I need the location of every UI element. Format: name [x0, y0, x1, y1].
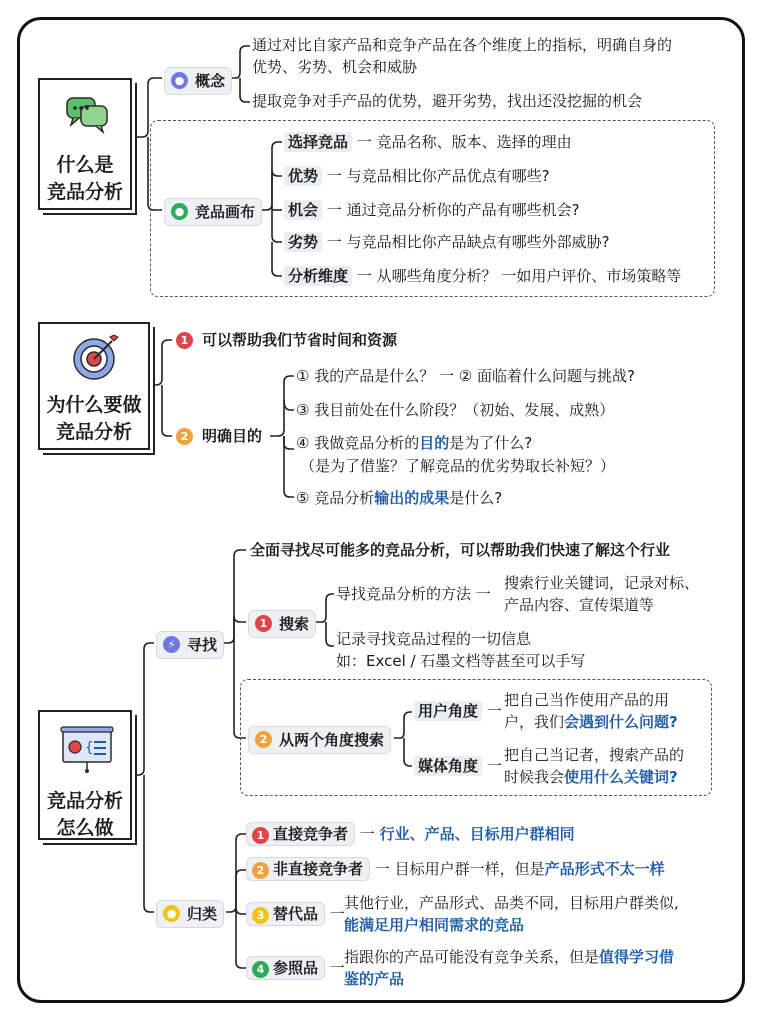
svg-text:{: { — [85, 740, 94, 756]
classify-item-3-text: 指跟你的产品可能没有竞争关系，但是值得学习借 — [344, 948, 675, 966]
classify-node — [156, 900, 224, 928]
user-angle: 用户角度 一 — [414, 700, 502, 722]
portrait-item: 机会 一 通过竞品分析你的产品有哪些机会? — [284, 199, 580, 221]
find-label: 寻找 — [187, 636, 218, 654]
lightning-icon: ⚡ — [163, 636, 180, 653]
number-2-icon: 2 — [255, 731, 272, 748]
user-angle-t1: 把自己当作使用产品的用 — [504, 691, 670, 709]
classify-item-2-blue: 能满足用户相同需求的竞品 — [344, 916, 525, 934]
number-2-icon: 2 — [252, 862, 269, 879]
find-headline: 全面寻找尽可能多的竞品分析，可以帮助我们快速了解这个行业 — [250, 541, 671, 559]
section3-card — [38, 710, 132, 840]
user-angle-t2: 户，我们会遇到什么问题? — [504, 713, 678, 731]
classify-item: 1 直接竞争者 一 行业、产品、目标用户群相同 — [246, 823, 575, 845]
point2-node: 2 明确目的 — [174, 425, 262, 447]
concept-label: 概念 — [195, 72, 226, 90]
presentation-board-icon — [60, 726, 114, 774]
section1-title: 什么是 竞品分析 — [46, 154, 123, 203]
concept-node — [164, 67, 232, 95]
classify-item: 3 替代品 一 — [246, 903, 345, 925]
concept-line1b: 优势、劣势、机会和威胁 — [252, 58, 418, 76]
purpose-q4: ④ 我做竞品分析的目的是为了什么? — [296, 434, 533, 452]
media-angle-t2: 时候我会使用什么关键词? — [504, 768, 678, 786]
number-1-icon: 1 — [255, 615, 272, 632]
search-record1: 记录寻找竞品过程的一切信息 — [336, 630, 532, 648]
concept-line1a: 通过对比自家产品和竞争产品在各个维度上的指标，明确自身的 — [252, 36, 673, 54]
portrait-item: 劣势 一 与竞品相比你产品缺点有哪些外部威胁? — [284, 231, 610, 253]
search-record2: 如：Excel / 石墨文档等甚至可以手写 — [336, 652, 586, 670]
number-2-icon: 2 — [176, 428, 193, 445]
concept-line2: 提取竞争对手产品的优势，避开劣势，找出还没挖掘的机会 — [252, 92, 643, 110]
section1-card — [38, 78, 132, 210]
number-1-icon: 1 — [176, 332, 193, 349]
portrait-item: 选择竞品 一 竞品名称、版本、选择的理由 — [284, 131, 572, 153]
classify-label: 归类 — [187, 905, 218, 923]
target-icon — [70, 332, 120, 382]
purpose-q5: ⑤ 竞品分析输出的成果是什么? — [296, 489, 503, 507]
search-method: 导找竞品分析的方法 一 — [336, 585, 491, 603]
search-label: 搜索 — [279, 615, 310, 633]
find-node — [156, 631, 224, 659]
portrait-node — [164, 198, 262, 226]
classify-item: 2 非直接竞争者 一 目标用户群一样，但是产品形式不太一样 — [246, 858, 665, 880]
search-node — [248, 610, 316, 638]
lightbulb-icon: ● — [163, 905, 180, 922]
media-angle: 媒体角度 一 — [414, 755, 502, 777]
search-method-detail2: 产品内容、宣传渠道等 — [504, 596, 655, 614]
section3-title: 竞品分析 怎么做 — [46, 790, 123, 839]
angles-label: 从两个角度搜索 — [279, 731, 385, 749]
portrait-item: 优势 一 与竞品相比你产品优点有哪些? — [284, 165, 550, 187]
section2-card — [38, 322, 150, 450]
point1-text: 1 可以帮助我们节省时间和资源 — [174, 329, 397, 351]
portrait-item: 分析维度 一 从哪些角度分析？ 一如用户评价、市场策略等 — [284, 265, 681, 287]
number-1-icon: 1 — [252, 827, 269, 844]
user-icon: ● — [171, 72, 188, 89]
purpose-q4-detail: （是为了借鉴？了解竞品的优劣势取长补短？） — [300, 457, 616, 475]
purpose-q1: ① 我的产品是什么？ 一 ② 面临着什么问题与挑战? — [296, 367, 635, 385]
portrait-label: 竞品画布 — [195, 203, 256, 221]
section2-title: 为什么要做 竞品分析 — [46, 394, 142, 443]
classify-item-2-text: 其他行业，产品形式、品类不同，目标用户群类似, — [344, 894, 679, 912]
purpose-q3: ③ 我目前处在什么阶段？（初始、发展、成熟） — [296, 401, 615, 419]
classify-item-3-blue2: 鉴的产品 — [344, 970, 405, 988]
chat-bubbles-icon — [65, 94, 111, 134]
user-icon: ● — [171, 203, 188, 220]
search-method-detail1: 搜索行业关键词，记录对标、 — [504, 574, 700, 592]
number-3-icon: 3 — [252, 907, 269, 924]
classify-item: 4 参照品 一 — [246, 957, 345, 979]
angles-node — [248, 726, 391, 754]
media-angle-t1: 把自己当记者，搜索产品的 — [504, 746, 685, 764]
number-4-icon: 4 — [252, 961, 269, 978]
